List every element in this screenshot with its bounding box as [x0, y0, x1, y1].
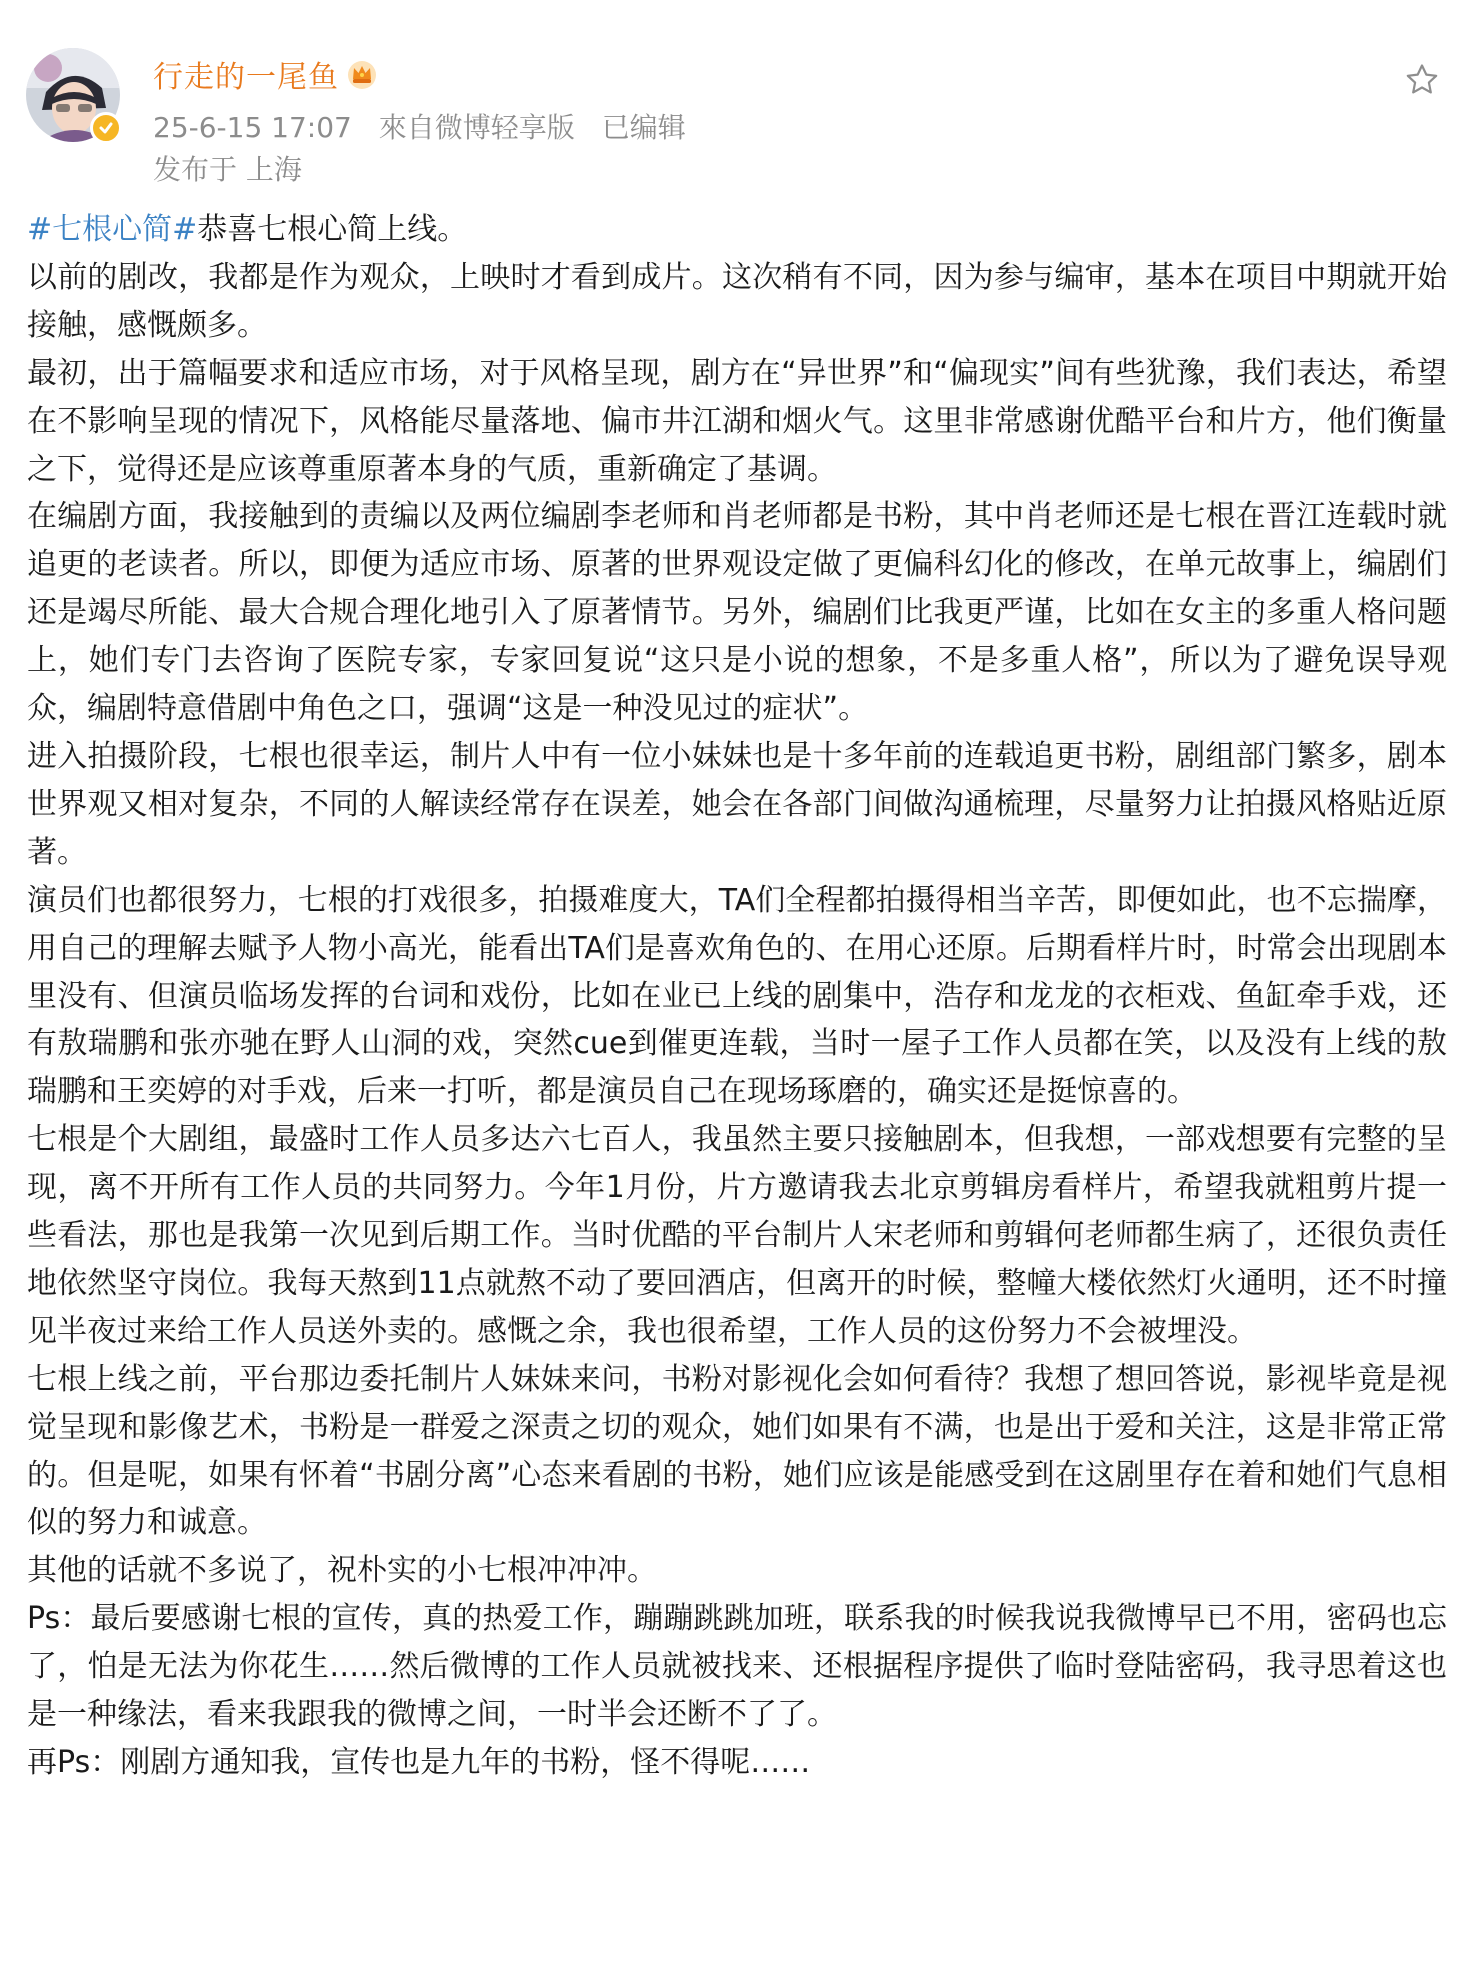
- post-body: [27, 206, 1447, 1787]
- post-paragraph: 七根是个大剧组，最盛时工作人员多达六七百人，我虽然主要只接触剧本，但我想，一部戏想要有完整的呈现，离不开所有工作人员的共同努力。今年1月份，片方邀请我去北京剪辑房看样片，希望我就粗剪片提一些看法，那也是我第一次见到后期工作。当时优酷的平台制片人宋老师和剪辑何老师都生病了，还很负责任地依然坚守岗位。我每天熬到11点就熬不动了要回酒店，但离开的时候，整幢大楼依然灯火通明，还不时撞见半夜过来给工作人员送外卖的。感慨之余，我也很希望，工作人员的这份努力不会被埋没。: [27, 1122, 1447, 1349]
- post-paragraph: 以前的剧改，我都是作为观众，上映时才看到成片。这次稍有不同，因为参与编审，基本在项目中期就开始接触，感慨颇多。: [27, 259, 1447, 343]
- post-edited[interactable]: 已编辑: [601, 111, 686, 144]
- post-paragraph: 七根上线之前，平台那边委托制片人妹妹来问，书粉对影视化会如何看待？我想了想回答说，影视毕竟是视觉呈现和影像艺术，书粉是一群爱之深责之切的观众，她们如果有不满，也是出于爱和关注，这是非常正常的。但是呢，如果有怀着“书剧分离”心态来看剧的书粉，她们应该是能感受到在这剧里存在着和她们气息相似的努力和诚意。: [27, 1361, 1447, 1541]
- post-paragraph: 最初，出于篇幅要求和适应市场，对于风格呈现，剧方在“异世界”和“偏现实”间有些犹豫，我们表达，希望在不影响呈现的情况下，风格能尽量落地、偏市井江湖和烟火气。这里非常感谢优酷平台和片方，他们衡量之下，觉得还是应该尊重原著本身的气质，重新确定了基调。: [27, 355, 1447, 487]
- verified-badge-icon: [90, 112, 122, 144]
- username-row: [153, 52, 379, 96]
- post-location: 发布于 上海: [153, 153, 302, 186]
- post-meta: [153, 106, 686, 146]
- post-paragraph: 在编剧方面，我接触到的责编以及两位编剧李老师和肖老师都是书粉，其中肖老师还是七根在晋江连载时就追更的老读者。所以，即便为适应市场、原著的世界观设定做了更偏科幻化的修改，在单元故事上，编剧们还是竭尽所能、最大合规合理化地引入了原著情节。另外，编剧们比我更严谨，比如在女主的多重人格问题上，她们专门去咨询了医院专家，专家回复说“这只是小说的想象，不是多重人格”，所以为了避免误导观众，编剧特意借剧中角色之口，强调“这是一种没见过的症状”。: [27, 499, 1447, 727]
- post-header: [0, 0, 1468, 200]
- post-paragraph: 进入拍摄阶段，七根也很幸运，制片人中有一位小妹妹也是十多年前的连载追更书粉，剧组部门繁多，剧本世界观又相对复杂，不同的人解读经常存在误差，她会在各部门间做沟通梳理，尽量努力让拍摄风格贴近原著。: [27, 738, 1447, 870]
- post-paragraph: Ps：最后要感谢七根的宣传，真的热爱工作，蹦蹦跳跳加班，联系我的时候我说我微博早已不用，密码也忘了，怕是无法为你花生……然后微博的工作人员就被找来、还根据程序提供了临时登陆密码，我寻思着这也是一种缘法，看来我跟我的微博之间，一时半会还断不了了。: [27, 1601, 1447, 1733]
- post-paragraph: 演员们也都很努力，七根的打戏很多，拍摄难度大，TA们全程都拍摄得相当辛苦，即便如此，也不忘揣摩，用自己的理解去赋予人物小高光，能看出TA们是喜欢角色的、在用心还原。后期看样片时，时常会出现剧本里没有、但演员临场发挥的台词和戏份，比如在业已上线的剧集中，浩存和龙龙的衣柜戏、鱼缸牵手戏，还有敖瑞鹏和张亦驰在野人山洞的戏，突然cue到催更连载，当时一屋子工作人员都在笑，以及没有上线的敖瑞鹏和王奕婷的对手戏，后来一打听，都是演员自己在现场琢磨的，确实还是挺惊喜的。: [27, 882, 1447, 1110]
- post-source[interactable]: 來自微博轻享版: [378, 111, 575, 144]
- username[interactable]: 行走的一尾鱼: [153, 60, 339, 95]
- post-paragraph-intro: [27, 206, 1447, 254]
- star-outline-icon[interactable]: [1404, 62, 1440, 98]
- post-paragraph: 再Ps：刚剧方通知我，宣传也是九年的书粉，怪不得呢……: [27, 1745, 811, 1780]
- intro-text: 恭喜七根心简上线。: [197, 212, 468, 247]
- crown-icon[interactable]: [345, 57, 379, 91]
- hashtag-link[interactable]: #七根心简#: [27, 212, 198, 247]
- post-timestamp: 25-6-15 17:07: [153, 111, 352, 144]
- post-paragraph: 其他的话就不多说了，祝朴实的小七根冲冲冲。: [27, 1553, 657, 1589]
